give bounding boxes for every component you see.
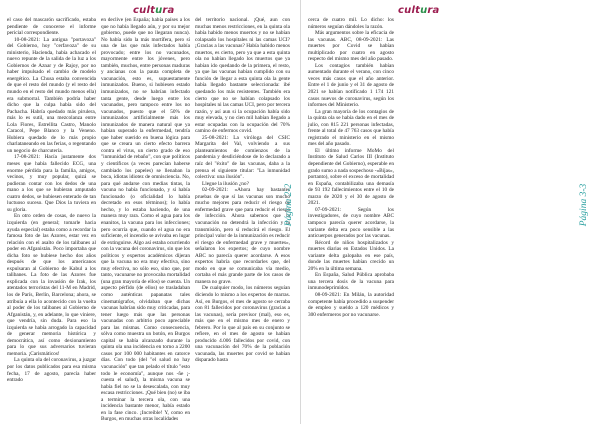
page-number-label: Página 2-2 <box>284 183 294 227</box>
paragraph: En otro orden de cosas, de nuevo la izquierda (en general; tomarle hacia ayuda especial) estaba como a recordar la famosa foto de las Azores, estar vez en relación con el asalto de los talibanes al poder en Afganistán. Poco importaba que dicha foto se hubiese hecho dos años después de que los americanos expulsaran al Gobierno de Kabul a los talibanes. La foto de las Azores fue explicada con la invasión de Irak, los atentados terroristas del 11-M en Madrid, los de París, Berlín, Barcelona; ahora, se atribuía a ella lo acontecido con la vuelta al poder de los talibanes al Gobierno de Afganistán, y, en adelante, lo que viniere, que vendría, sin duda. Para eso la izquierda se había arrogado la capacidad de generar memoria histórica y democrática, así como dexionamiento para lo que sus adversarios tuvieran memoria. ¡Carismáticos! <box>7 213 96 357</box>
paragraph: 07-09-2021: Según los investigadores, de cuyo nombre ABC tampoco parecía querer acordarse, la variante delta era poco sensible a las anticuerpos generados por las vacunas. <box>308 206 394 240</box>
page-number-label: Página 3-3 <box>579 183 589 227</box>
paragraph: El último informe MoMo del Instituto de Salud Carlos III (Instituto dependiente del Gobierno), esperable en grado sumo a nada sospechoso -«Bijas», portanto), sobre el exceso de mortalidad en España, contabilizaba una demasía de 93 192 fallecimientos entre el 10 de marzo de 2020 y el 30 de agosto de 2021. <box>308 147 394 207</box>
paragraph: 17-08-2021: Hacía justamente dos meses que había fallecido ECG, una enorme pérdida para la familia, amigos, vecinos, y muy popular, quizá se pudieran contar con los dedos de una mano a los que se hubieran amputado cuatro dedos, se hubiesen enterado de tan luctuoso suceso. Que Dios la tuviera en su gloria. <box>7 154 96 213</box>
paragraph: La quinta ola del coronavirus, a juzgar por los datos publicados para esa misma fecha, 17 de agosto, parecía haber entrado <box>7 357 96 384</box>
left-page <box>0 0 300 424</box>
paragraph: en declive (en España; había países a los que no había llegado aún, y por su mejor gobierno, puede que no llegaran nunca). No había sido la más mortífera, pero sí una de las que más infectados había provocado; entre los no vacunados, mayormente entre los jóvenes, pero también, muchos, entre personas maduras y ancianas con la pauta completa de vacunación, esto es, supuestamente inmunizados. Bueno, si hubiesen estado inmunizados, no se habrían infectado tanta gente, desde luego entre los vacunados, pero tampoco entre los no vacunados, puesto que el 50% de inmunizados artificialmente más los inmunizados de manera natural que ya habían superado la enfermedad, tendría que haber suerido en buena lógica para que se creara un cierto efecto barrera contra el virus, un cierto grado de eso "inmunidad de rebaño", con que políticos y científicos (a veces parecían haberse cambiado los papeles) se llenaban la boca, idiotas idiotez de omnisciencia. No, para qué andarse con medias tintas, la vacuna no había funcionado, y sí había funcionado (o oficialidad lo había decretado en esos términos); lo había hecho, y lo estaba haciendo, de una manera muy rara. Como el agua para los enanitos, la vacuna para los infecciones; pero ocurría que, cuando el agua no era suficiente, el incendio se avivaba en lugar de extinguirse. Algo así estaba ocurriendo con la vacuna del coronavirus, sin que los políticos y expertos académicos dijeran que la vacuna no era muy efectiva, sino muy efectiva, no sólo eso, sino que, por tanto, vacunarse no provocaba mortalidad (una gran mayoría de ellos) se cuenta. Un aspecto pérfido (de ellos) se trasladaban como auténticas papanatas tales cinematógrafos, olvidaban que dichas vacunas habrían sido muy criticadas, para tener luego más que las personas vacunadas con arbitrio poco apreciable para las mismas. Como consecuencia, sólva como muestra un botón, en Burgos capital se había alcanzado durante la quinta ola una incidencia en torno a 2200 casos por 100 000 habitantes en catorce días. Con todo (del "el salud no hay vacunación" que tan pelado el título "esto todo le economía", aunque nos -ñe ¡- cuesta el salud), la misma vacuna se había fiel no se la desescalada, con muy escasa restricciones. ¡Qué bien (no) se iba a terminar la tercera ola, con una incidencia bastante menor, había estado en la fase cinco. ¡Increíble! Y, como en Burgos, en muchas otras localidades <box>101 17 190 423</box>
paragraph: cerca de cuatro mil. Lo dicho: los números seguían dándoles la razón. <box>308 17 394 30</box>
paragraph: 02-09-2021: «Ahora hay bastantes pruebas de que sí las vacunas son mucho mucho mejores para reducir el riesgo de enfermedad grave que para reducir el riesgo de infección. Ahora sabemos que la vacunación no detendrá la infección y la transmisión, pero sí reducirá el riesgo. El principal valor de la inmunización es reducir el riesgo de enfermedad grave y muertes», señalaron los expertos; de cuyo nombre ABC no parecía querer acordarse. A esos expertos habría que recordarles que, del modo en que se comunicaba vía medio, cortaba el más grande parte de los casos de manera no grave. <box>195 187 290 285</box>
paragraph: 10-08-2021: La antigua "portavoza" del Gobierno, hoy "cerfavoza" de su ministerio, Hacienda, había achacado el nuevo repunte de la salida de la luz a los Gobiernos de Aznar y de Rajoy, por no haber impulsado el cambio de modelo energético. La Chusa estaba convencida de que el resto del mundo (y el resto del mundo en el resto del mundo menos ella) era submorral. También podría haber dicho que la culpa había sido del Pachacha. Habría quedado más pirulera, más lo es sutil, una mezcolanza entre Lola Flores, Estrellita Castro, Manolo Caracol, Pepe Blanco y la Veneno. Hubiera quedado de lo más propio charlataneando en las ferias, o regentando un negocio de charcutería. <box>7 36 96 154</box>
left-column-3 <box>195 17 290 412</box>
paragraph: Récord de niños hospitalizados y muertes diarias en Estados Unidos. La variante delta galopaba en ese país, donde las muertes habían crecido un 20% en la última semana. <box>308 239 394 272</box>
paragraph: el caso del mascarón sacrificado, estaba pendiente de conocerse el informe pericial correspondiente. <box>7 17 96 37</box>
right-page <box>300 0 601 424</box>
paragraph: 08-09-2021: En Milán, la autoridad competente había procedido a suspender de empleo y sueldo a 120 médicos y 300 enfermeros por no vacunarse. <box>308 291 394 318</box>
paragraph: Los contagios también habían aumentado durante el verano, con cinco veces más casos que el año anterior. Entre el 1 de junio y el 31 de agosto de 2021 se habían notificado 1 174 121 casos nuevos de coronavirus, según los informes del Ministerio. <box>308 62 394 109</box>
paragraph: De cualquier modo, los números seguían diciendo lo mismo a los expertos de marras. Así, en Burgos, el mes de agosto se cerraba con 81 fallecidos por coronavirus (gracias a las vacunas), sería previsor (mal), eso es, más que en el mismo mes de enero y febrero. Por lo que al país en su conjunto se refiere, en el mes de agosto se habían producido 4.006 fallecidos por covid, con una vacunación del 70% de la población vacunada, las muertes por covid se habían disparado hasta <box>195 285 290 364</box>
brand-logo: cultura <box>133 5 175 16</box>
paragraph: del territorio nacional. ¡Qué, aun con muchas menos restricciones, en la quinta ola había habido menos muertos y no se habían colapsado los hospitales ni las camas UCI? ¡Gracias a las vacunas? Había habido menos muertos, es cierto, pero ya que a esta quinta ola no habían llegado los muertos que ya habían ido quedando de la primera, el resto, ya que las vacunas habían cumplido con su función de llegar a esta quinta ola la gente había llegado bastante seleccionada: ibé quedando los más resistentes. También era cierto que no se habían colapsado los hospitales ni las camas UCI, pero por tercera razón, y así aun si la ocupación había sido muy elevada, y no cien mil habían llegado a estar ocupadas con la ocupación del 70% camino de enfermos covid. <box>195 17 291 135</box>
right-column-1 <box>308 17 394 412</box>
paragraph: La gran mayoría de los contagios de la quinta ola se había dado en el mes de julio, con 815 221 personas infectadas, frente al total de 47 763 casos que había registrado el ministerio en el mismo mes del año pasado. <box>308 108 394 148</box>
brand-logo: cultura <box>398 5 440 16</box>
left-column-2 <box>101 17 190 423</box>
paragraph: Más argumentos sobre la eficacia de las vacunas. ABC, 08-09-2021: Las muertes por Covid se habían multiplicado por cuatro en agosto respecto del mismo mes del año pasado. <box>308 30 394 63</box>
paragraph: 25-08-2021: La viróloga del CSIC Margarita del Val, volviendo a sus planteamientos de comienzos de la pandemia y desdiciéndose de lo declarado a raíz del "éxito" de las vacunas, daba a la prensa el siguiente titular: "La inmunidad colectiva: una ilusión". <box>195 134 290 181</box>
paragraph: En España, Salud Pública aprobaba una tercera dosis de la vacuna para inmunodeprimidos. <box>308 272 394 292</box>
left-column-1 <box>7 17 96 412</box>
paragraph: Llegue la ilusión ¿no? <box>202 180 249 187</box>
